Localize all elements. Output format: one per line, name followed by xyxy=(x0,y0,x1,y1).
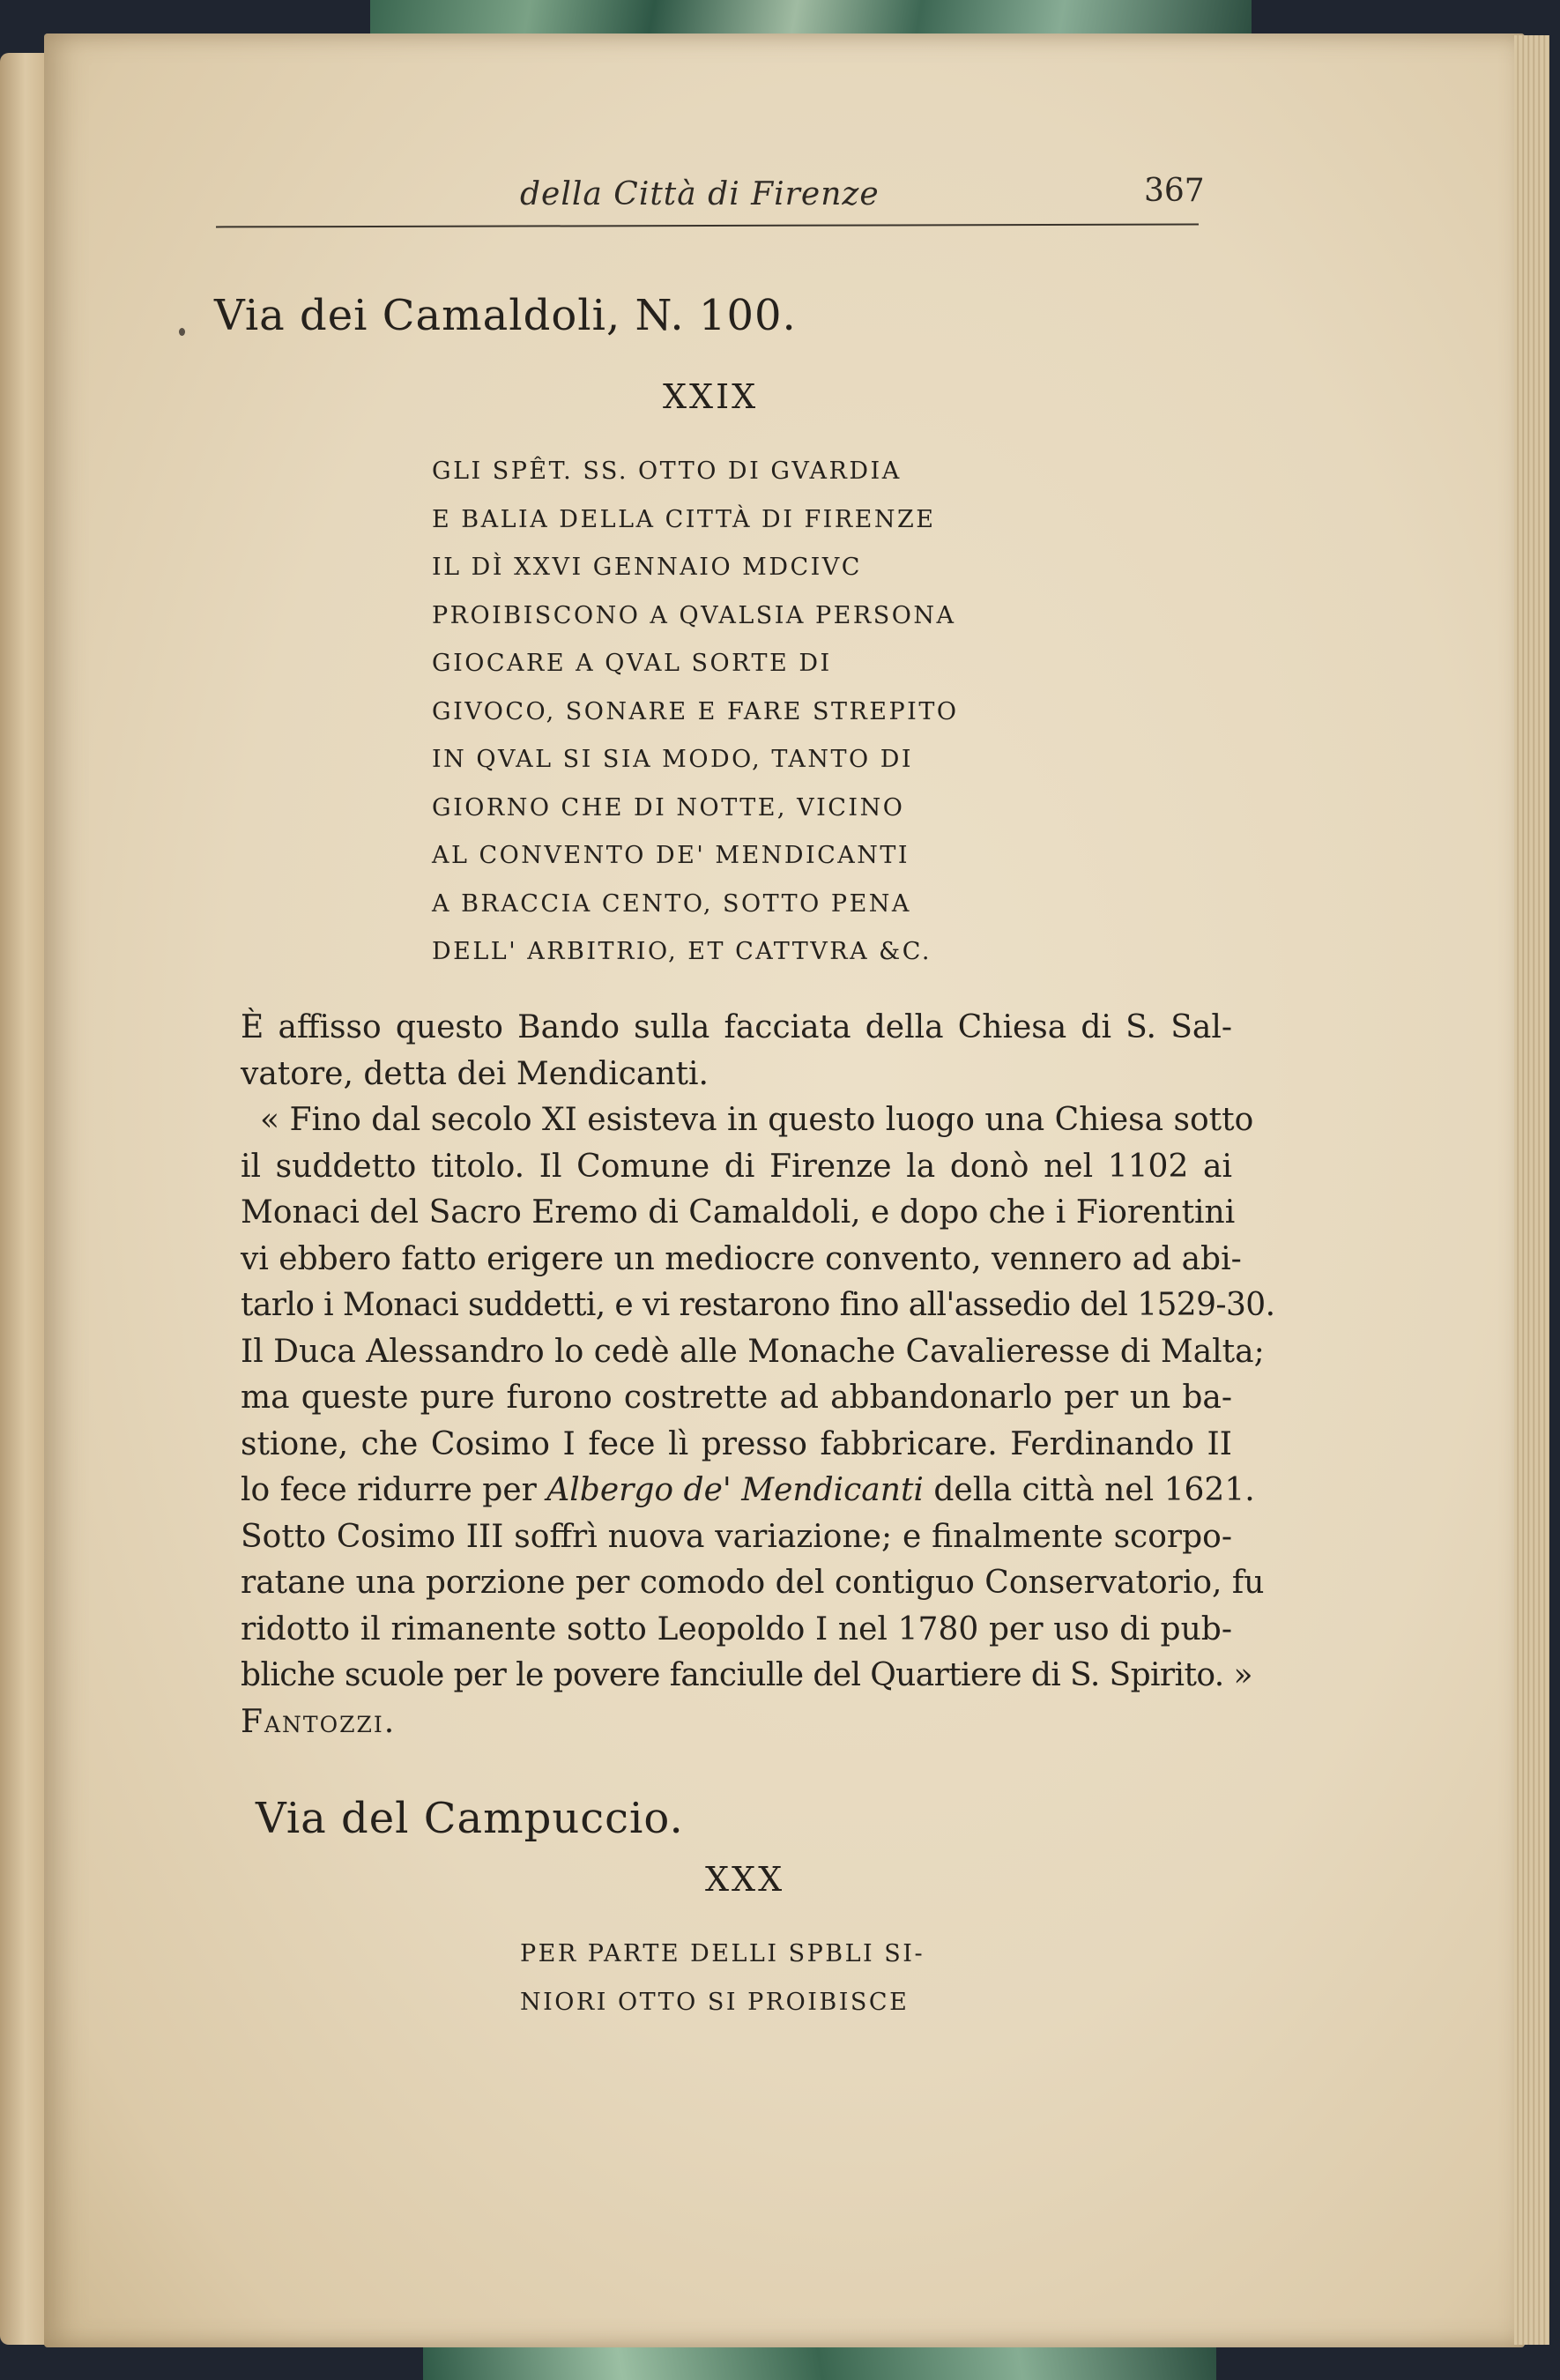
inscription-line: IN QVAL SI SIA MODO, TANTO DI xyxy=(432,746,914,773)
inscription-line: NIORI OTTO SI PROIBISCE xyxy=(520,1988,910,2016)
section-heading-2: Via del Campuccio. xyxy=(256,1794,684,1843)
paragraph-line: stione, che Cosimo I fece lì presso fabbricare. Ferdinando II xyxy=(241,1425,1232,1462)
inscription-number-2: XXX xyxy=(705,1860,785,1899)
paragraph-line: ma queste pure furono costrette ad abbandonarlo per un ba- xyxy=(241,1380,1232,1416)
inscription-line: AL CONVENTO DE' MENDICANTI xyxy=(432,842,910,869)
italic-title: Albergo de' Mendicanti xyxy=(546,1472,924,1508)
inscription-line: A BRACCIA CENTO, SOTTO PENA xyxy=(432,889,911,918)
inscription-number: XXIX xyxy=(663,377,759,416)
paragraph-line: bliche scuole per le povere fanciulle del Quartiere di S. Spirito. » xyxy=(241,1657,1252,1693)
inscription-line: DELL' ARBITRIO, ET CATTVRA &C. xyxy=(432,938,932,965)
paragraph-line: vatore, detta dei Mendicanti. xyxy=(241,1055,709,1092)
line-text: della città nel 1621. xyxy=(923,1472,1255,1508)
paragraph-line xyxy=(241,1468,1255,1514)
line-text: lo fece ridurre per xyxy=(241,1472,547,1508)
paragraph-line: il suddetto titolo. Il Comune di Firenze la donò nel 1102 ai xyxy=(241,1148,1232,1185)
paragraph-line: vi ebbero fatto erigere un mediocre convento, vennero ad abi- xyxy=(241,1240,1242,1277)
inscription-line: GLI SPÊT. SS. OTTO DI GVARDIA xyxy=(432,457,902,485)
inscription-line: E BALIA DELLA CITTÀ DI FIRENZE xyxy=(432,505,936,533)
paragraph-line: tarlo i Monaci suddetti, e vi restarono fino all'assedio del 1529-30. xyxy=(241,1287,1275,1323)
margin-mark xyxy=(179,328,185,336)
inscription-block-2 xyxy=(520,1930,925,2027)
inscription-block xyxy=(432,448,958,977)
inscription-line: GIORNO CHE DI NOTTE, VICINO xyxy=(432,793,905,822)
running-header-title: della Città di Firenze xyxy=(520,176,880,212)
paragraph-line: « Fino dal secolo XI esisteva in questo luogo una Chiesa sotto xyxy=(260,1102,1254,1138)
inscription-line: PROIBISCONO A QVALSIA PERSONA xyxy=(432,601,956,629)
paragraph-line: Il Duca Alessandro lo cedè alle Monache Cavalieresse di Malta; xyxy=(241,1333,1265,1370)
paragraph-1 xyxy=(241,1005,1232,1097)
inscription-line: GIVOCO, SONARE E FARE STREPITO xyxy=(432,697,959,725)
paragraph-line: È affisso questo Bando sulla facciata della Chiesa di S. Sal- xyxy=(241,1009,1232,1045)
inscription-line: PER PARTE DELLI SPBLI SI- xyxy=(520,1940,925,1967)
paragraph-line: Sotto Cosimo III soffrì nuova variazione; e finalmente scorpo- xyxy=(241,1518,1232,1555)
paragraph-line: ridotto il rimanente sotto Leopoldo I nel 1780 per uso di pub- xyxy=(241,1610,1232,1647)
inscription-line: IL DÌ XXVI GENNAIO MDCIVC xyxy=(432,554,862,581)
paragraph-2 xyxy=(241,1097,1275,1745)
inscription-line: GIOCARE A QVAL SORTE DI xyxy=(432,650,832,677)
author-signature: Fantozzi. xyxy=(241,1703,397,1740)
page-stack-edge xyxy=(1514,35,1549,2345)
section-heading: Via dei Camaldoli, N. 100. xyxy=(214,291,797,340)
paragraph-line: ratane una porzione per comodo del contiguo Conservatorio, fu xyxy=(241,1565,1265,1601)
paragraph-line: Monaci del Sacro Eremo di Camaldoli, e dopo che i Fiorentini xyxy=(241,1194,1236,1231)
page-number: 367 xyxy=(1144,173,1205,209)
